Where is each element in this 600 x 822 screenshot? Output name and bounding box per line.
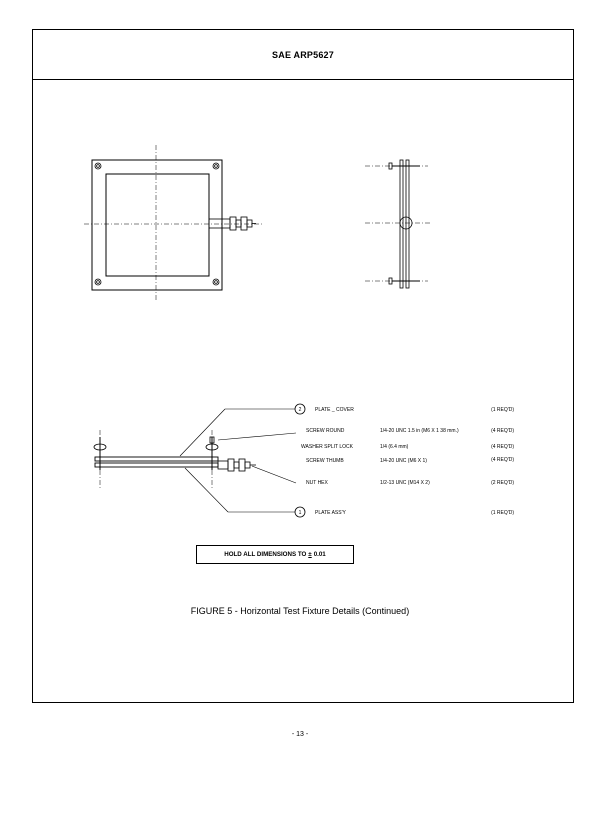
figure-caption: FIGURE 5 - Horizontal Test Fixture Details (Continued) [190, 606, 410, 616]
document-title: SAE ARP5627 [272, 49, 334, 60]
part-spec: 1/2-13 UNC (M14 X 2) [380, 480, 430, 486]
tolerance-value: 0.01 [313, 551, 326, 558]
part-qty: (1 REQ'D) [491, 407, 514, 413]
balloon-2-number: 2 [298, 407, 302, 413]
tolerance-prefix: HOLD ALL DIMENSIONS TO [224, 551, 307, 558]
part-name: WASHER SPLIT LOCK [301, 444, 353, 450]
side-fitting [209, 217, 256, 230]
part-qty: (4 REQ'D) [491, 457, 514, 463]
part-qty: (2 REQ'D) [491, 480, 514, 486]
part-name: PLATE ASS'Y [315, 510, 346, 516]
part-name: NUT HEX [306, 480, 328, 486]
plus-minus-symbol: ± [308, 551, 312, 558]
tolerance-note [196, 545, 354, 564]
part-name: SCREW THUMB [306, 458, 344, 464]
part-qty: (4 REQ'D) [491, 444, 514, 450]
part-spec: 1/4-20 UNC (M6 X 1) [380, 458, 427, 464]
part-spec: 1/4-20 UNC 1.5 in (M6 X 1 38 mm.) [380, 428, 459, 434]
parts-list [298, 407, 514, 516]
page-number: - 13 - [291, 731, 309, 738]
part-name: PLATE _ COVER [315, 407, 354, 413]
leader-lines [180, 409, 296, 512]
part-spec: 1/4 (6.4 mm) [380, 444, 409, 450]
part-name: SCREW ROUND [306, 428, 345, 434]
part-qty: (4 REQ'D) [491, 428, 514, 434]
balloon-1-number: 1 [298, 510, 302, 516]
front-view [84, 145, 262, 300]
part-qty: (1 REQ'D) [491, 510, 514, 516]
side-view [365, 160, 430, 288]
